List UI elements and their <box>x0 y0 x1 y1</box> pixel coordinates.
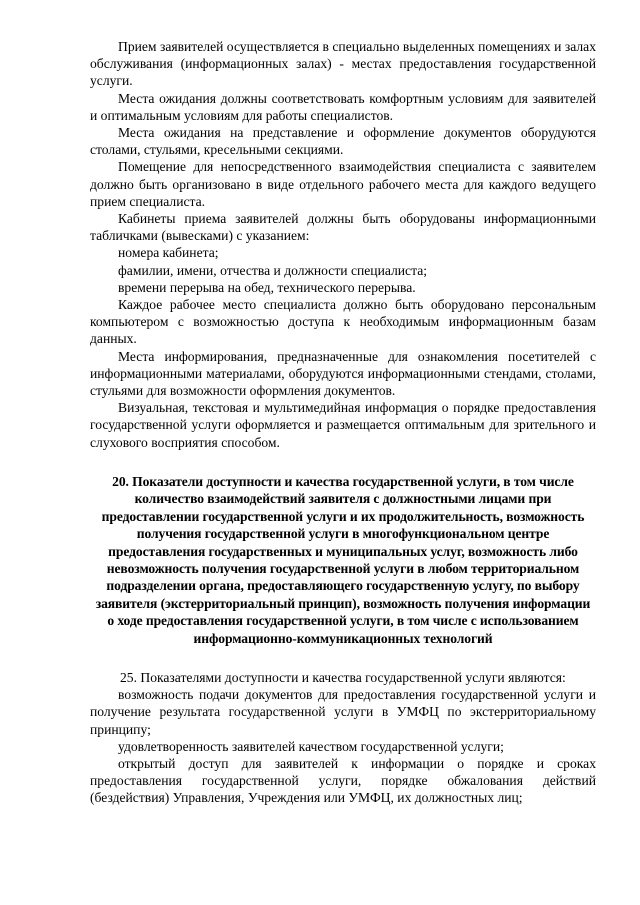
paragraph-workplace <box>90 296 596 348</box>
paragraph-waiting-places <box>90 90 596 124</box>
paragraph-25 <box>90 669 596 686</box>
paragraph-visual-info-text: Визуальная, текстовая и мультимедийная информация о порядке предоставления государственной услуги оформляется и размещается оптимальным для зрительного и слухового восприятия способом. <box>90 400 596 450</box>
list-item <box>90 262 596 279</box>
paragraph-25-text: 25. Показателями доступности и качества государственной услуги являются: <box>120 669 566 685</box>
list-item-text: открытый доступ для заявителей к информации о порядке и сроках предоставления государственной услуги, порядке обжалования действий (бездействия) Управления, Учреждения или УМФЦ, их должностных лиц; <box>90 755 596 806</box>
paragraph-cabinets <box>90 210 596 244</box>
section-heading-text: 20. Показатели доступности и качества государственной услуги, в том числе количество взаимодействий заявителя с должностными лицами при предоставлении государственной услуги и их продолжительность, возможность получения государственной услуги в многофункциональном центре предоставления государственных и муниципальных услуг, возможность либо невозможность получения государственной услуги в любом территориальном подразделении органа, предоставляющего государственную услугу, по выбору заявителя (экстерриториальный принцип), возможность получения информации о ходе предоставления государственной услуги, в том числе с использованием информационно-коммуникационных технологий <box>95 473 591 646</box>
list-item-text: номера кабинета; <box>118 245 219 261</box>
section-heading <box>90 473 596 647</box>
paragraph-waiting-equipment <box>90 124 596 158</box>
paragraph-waiting-equipment-text: Места ожидания на представление и оформление документов оборудуются столами, стульями, кресельными секциями. <box>90 125 596 158</box>
list-item <box>90 738 596 755</box>
list-item-text: удовлетворенность заявителей качеством государственной услуги; <box>118 738 504 754</box>
list-item <box>90 244 596 261</box>
paragraph-workplace-text: Каждое рабочее место специалиста должно быть оборудовано персональным компьютером с возможностью доступа к необходимым информационным базам данных. <box>90 297 596 347</box>
paragraph-visual-info <box>90 399 596 451</box>
paragraph-reception <box>90 38 596 90</box>
paragraph-info-places-text: Места информирования, предназначенные для ознакомления посетителей с информационными материалами, оборудуются информационными стендами, столами, стульями для возможности оформления документов. <box>90 348 596 399</box>
list-item <box>90 279 596 296</box>
list-item-text: фамилии, имени, отчества и должности специалиста; <box>118 262 428 278</box>
list-item <box>90 755 596 807</box>
paragraph-interaction-room-text: Помещение для непосредственного взаимодействия специалиста с заявителем должно быть организовано в виде отдельного рабочего места для каждого ведущего прием специалиста. <box>90 159 596 209</box>
paragraph-interaction-room <box>90 158 596 210</box>
paragraph-reception-text: Прием заявителей осуществляется в специально выделенных помещениях и залах обслуживания (информационных залах) - местах предоставления государственной услуги. <box>90 39 596 89</box>
list-item-text: возможность подачи документов для предоставления государственной услуги и получение результата государственной услуги в УМФЦ по экстерриториальному принципу; <box>90 687 596 737</box>
list-item-text: времени перерыва на обед, технического перерыва. <box>118 279 416 295</box>
document-page <box>90 38 596 807</box>
paragraph-cabinets-text: Кабинеты приема заявителей должны быть оборудованы информационными табличками (вывесками) с указанием: <box>90 211 596 244</box>
paragraph-info-places <box>90 348 596 400</box>
list-item <box>90 686 596 738</box>
paragraph-waiting-places-text: Места ожидания должны соответствовать комфортным условиям для заявителей и оптимальным условиям для работы специалистов. <box>90 90 596 123</box>
